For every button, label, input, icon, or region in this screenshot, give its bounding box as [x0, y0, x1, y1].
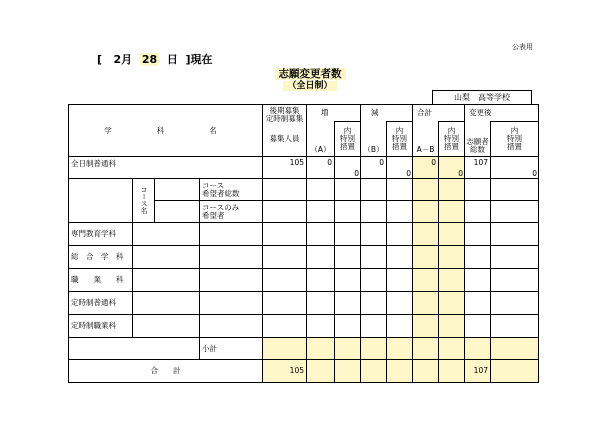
row-subtotal	[69, 338, 565, 360]
row-label-shokugyo: 職 業 科	[69, 269, 133, 292]
row-sogo	[69, 246, 565, 269]
row-teiji-futsu	[69, 292, 565, 315]
row-label-teiji-shokugyo: 定時制職業科	[69, 315, 133, 338]
row-grand-total	[69, 360, 565, 383]
date-day-label: 日	[166, 53, 178, 66]
header-decrease-sub: （B）	[361, 122, 387, 157]
header-decrease: 減	[361, 105, 413, 122]
date-month: 2月	[113, 53, 133, 66]
row-zen-futsu	[69, 157, 565, 179]
header-increase: 増	[307, 105, 361, 122]
zen-futsu-inc-sp: 0	[335, 157, 361, 179]
row-label-subtotal: 小計	[200, 338, 263, 360]
school-prefecture: 山梨	[454, 93, 470, 102]
zen-futsu-dec-sp: 0	[387, 157, 413, 179]
course-total-label: コース 希望者総数	[200, 179, 263, 201]
row-label-senmon: 専門教育学科	[69, 223, 133, 246]
school-name-box	[432, 90, 532, 104]
course-name-vertical: コース名	[133, 179, 155, 223]
header-increase-sub: （A）	[307, 122, 335, 157]
date-day: 28	[141, 53, 158, 66]
header-recruit: 後期募集 定時制募集 募集人員	[263, 105, 307, 157]
zen-futsu-tot: 0	[413, 157, 439, 179]
public-note: 公表用	[512, 43, 533, 51]
zen-futsu-inc: 0	[307, 157, 335, 179]
grand-total-after: 107	[465, 360, 491, 383]
row-label-grand-total: 合 計	[69, 360, 263, 383]
row-label-zen-futsu: 全日制普通科	[69, 157, 263, 179]
row-label-teiji-futsu: 定時制普通科	[69, 292, 133, 315]
application-change-table	[68, 104, 565, 383]
as-of-date	[97, 51, 213, 67]
date-close: ]現在	[185, 53, 213, 66]
header-total-sub: A－B	[413, 122, 439, 157]
zen-futsu-dec: 0	[361, 157, 387, 179]
header-changed-sub: 志願者総数	[465, 122, 491, 157]
header-total-special: 内 特別 措置	[439, 122, 465, 157]
header-decrease-special: 内 特別 措置	[387, 122, 413, 157]
header-subject: 学 科 名	[69, 105, 263, 157]
school-type: 高等学校	[478, 93, 510, 102]
row-shokugyo	[69, 269, 565, 292]
zen-futsu-tot-sp: 0	[439, 157, 465, 179]
zen-futsu-recruit: 105	[263, 157, 307, 179]
header-changed: 変更後	[465, 105, 539, 122]
date-open-bracket: [	[97, 53, 103, 66]
page-title: 志願変更者数	[240, 66, 380, 81]
zen-futsu-after-sp: 0	[491, 157, 539, 179]
header-increase-special: 内 特別 措置	[335, 122, 361, 157]
row-label-sogo: 総 合 学 科	[69, 246, 133, 269]
row-senmon	[69, 223, 565, 246]
zen-futsu-after: 107	[465, 157, 491, 179]
course-only-label: コースのみ 希望者	[200, 201, 263, 223]
row-teiji-shokugyo	[69, 315, 565, 338]
header-changed-special: 内 特別 措置	[491, 122, 539, 157]
grand-total-recruit: 105	[263, 360, 307, 383]
header-total: 合計	[413, 105, 465, 122]
row-course-total	[69, 179, 565, 201]
page-subtitle: （全日制）	[240, 78, 380, 91]
